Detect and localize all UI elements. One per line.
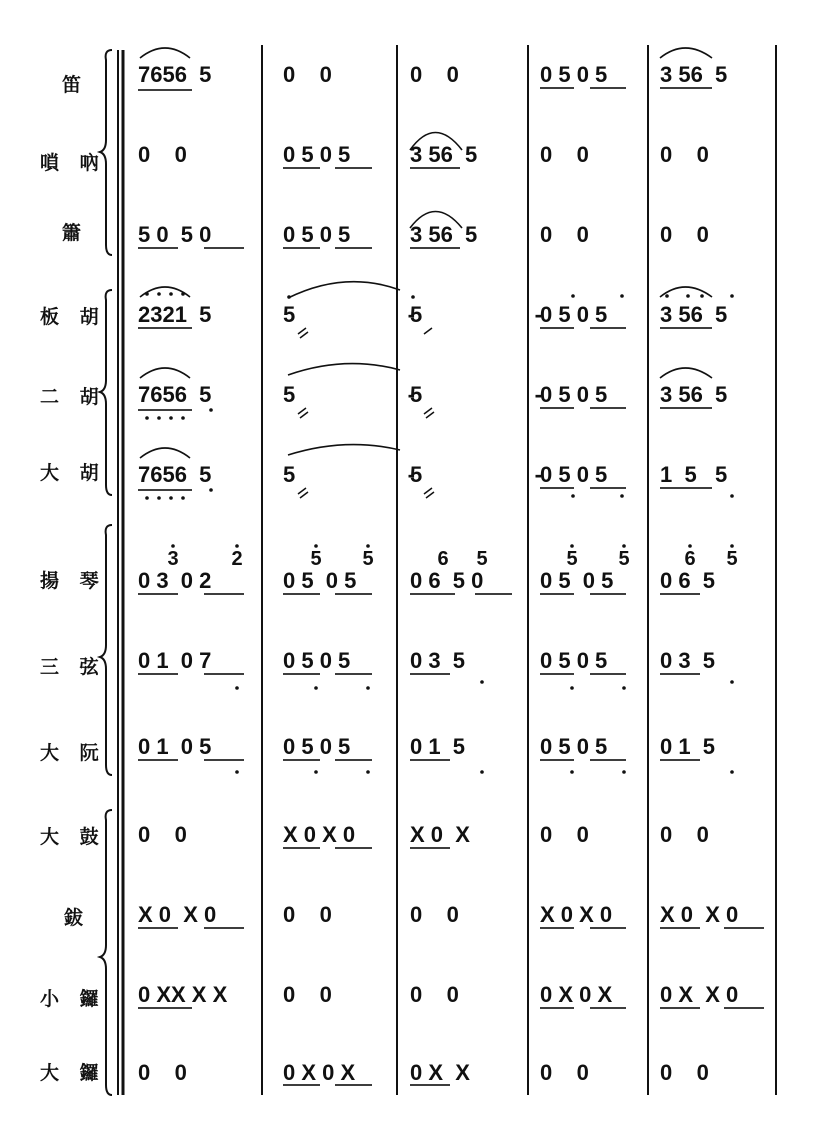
note-cell: 5 - bbox=[283, 382, 416, 407]
note-cell: 0 0 bbox=[283, 902, 332, 927]
note-cell: 3 56 5 bbox=[660, 302, 728, 327]
note-cell: 0 6 5 bbox=[660, 568, 716, 593]
instrument-label-daruan: 大 阮 bbox=[40, 742, 99, 764]
note-cell: 0 0 bbox=[660, 1060, 709, 1085]
note-cell: 5 - bbox=[283, 302, 416, 327]
note-cell: 5 0 5 0 bbox=[138, 222, 212, 247]
note-cell: X 0 X 0 bbox=[660, 902, 739, 927]
instrument-label-sanxian: 三 弦 bbox=[40, 656, 99, 678]
note-cell: 7656 5 bbox=[138, 382, 212, 407]
note-cell: 2321 5 bbox=[138, 302, 212, 327]
note-cell: 0 0 bbox=[660, 222, 709, 247]
chord-upper-note: 2 bbox=[231, 548, 243, 570]
chord-upper-note: 3 bbox=[167, 548, 179, 570]
instrument-label-yangqin: 揚 琴 bbox=[40, 570, 99, 592]
note-cell: 3 56 5 bbox=[410, 222, 478, 247]
note-cell: 0 5 0 5 bbox=[540, 302, 608, 327]
note-cell: 0 0 bbox=[660, 822, 709, 847]
note-cell: 0 X X 0 bbox=[660, 982, 739, 1007]
chord-upper-note: 5 bbox=[310, 548, 322, 570]
note-cell: 1 5 5 bbox=[660, 462, 728, 487]
note-cell: 0 5 0 5 bbox=[540, 648, 608, 673]
note-cell: 0 X 0 X bbox=[540, 982, 613, 1007]
note-cell: 0 0 bbox=[540, 222, 589, 247]
chord-upper-note: 5 bbox=[618, 548, 630, 570]
note-cell: 0 5 0 5 bbox=[540, 62, 608, 87]
note-cell: 0 X 0 X bbox=[283, 1060, 356, 1085]
note-cell: 0 5 0 5 bbox=[283, 568, 357, 593]
note-cell: 0 5 0 5 bbox=[540, 382, 608, 407]
note-cell: 5 - bbox=[410, 382, 543, 407]
note-cell: 0 0 bbox=[138, 822, 187, 847]
note-cell: 0 0 bbox=[138, 1060, 187, 1085]
note-cell: 0 1 0 7 bbox=[138, 648, 212, 673]
note-cell: 0 0 bbox=[138, 142, 187, 167]
note-cell: 0 6 5 0 bbox=[410, 568, 484, 593]
note-cell: 0 0 bbox=[283, 982, 332, 1007]
note-cell: 5 - bbox=[410, 462, 543, 487]
chord-upper-note: 5 bbox=[476, 548, 488, 570]
chord-upper-note: 6 bbox=[437, 548, 449, 570]
chord-upper-note: 5 bbox=[726, 548, 738, 570]
note-cell: 7656 5 bbox=[138, 62, 212, 87]
instrument-label-xiao: 簫 bbox=[62, 222, 82, 244]
note-cell: 0 0 bbox=[660, 142, 709, 167]
note-cell: 0 0 bbox=[410, 982, 459, 1007]
instrument-label-dizi: 笛 bbox=[62, 74, 82, 96]
note-cell: 0 5 0 5 bbox=[540, 734, 608, 759]
note-cell: 0 5 0 5 bbox=[540, 568, 614, 593]
note-cell: 0 5 0 5 bbox=[283, 222, 351, 247]
note-cell: 0 3 0 2 bbox=[138, 568, 212, 593]
note-cell: 0 0 bbox=[283, 62, 332, 87]
note-cell: 0 0 bbox=[410, 902, 459, 927]
instrument-label-suona: 嗩 吶 bbox=[40, 152, 99, 174]
note-cell: X 0 X 0 bbox=[540, 902, 613, 927]
note-cell: 3 56 5 bbox=[410, 142, 478, 167]
note-cell: 7656 5 bbox=[138, 462, 212, 487]
note-cell: X 0 X 0 bbox=[283, 822, 356, 847]
instrument-label-banhu: 板 胡 bbox=[40, 306, 99, 328]
note-cell: 5 - bbox=[410, 302, 543, 327]
note-cell: 0 3 5 bbox=[660, 648, 716, 673]
note-cell: 0 5 0 5 bbox=[283, 142, 351, 167]
note-cell: 0 0 bbox=[540, 822, 589, 847]
note-cell: 0 0 bbox=[410, 62, 459, 87]
chord-upper-note: 5 bbox=[362, 548, 374, 570]
note-cell: 0 XX X X bbox=[138, 982, 228, 1007]
note-cell: 0 5 0 5 bbox=[283, 648, 351, 673]
instrument-label-dahu: 大 胡 bbox=[40, 462, 99, 484]
note-cell: 0 0 bbox=[540, 142, 589, 167]
note-cell: X 0 X bbox=[410, 822, 470, 847]
note-cell: 0 5 0 5 bbox=[540, 462, 608, 487]
note-cell: 0 5 0 5 bbox=[283, 734, 351, 759]
note-cell: 5 - bbox=[283, 462, 416, 487]
instrument-label-erhu: 二 胡 bbox=[40, 386, 99, 408]
note-cell: 3 56 5 bbox=[660, 62, 728, 87]
note-cell: 0 1 0 5 bbox=[138, 734, 212, 759]
instrument-label-daluo: 大 鑼 bbox=[40, 1062, 99, 1084]
instrument-label-dagu: 大 鼓 bbox=[40, 826, 99, 848]
note-cell: 0 1 5 bbox=[660, 734, 716, 759]
note-cell: X 0 X 0 bbox=[138, 902, 217, 927]
instrument-label-xiaoluo: 小 鑼 bbox=[40, 988, 99, 1010]
note-cell: 0 3 5 bbox=[410, 648, 466, 673]
note-cell: 0 X X bbox=[410, 1060, 470, 1085]
note-cell: 0 1 5 bbox=[410, 734, 466, 759]
note-cell: 0 0 bbox=[540, 1060, 589, 1085]
chord-upper-note: 5 bbox=[566, 548, 578, 570]
instrument-label-bo: 鈸 bbox=[64, 907, 84, 929]
chord-upper-note: 6 bbox=[684, 548, 696, 570]
note-cell: 3 56 5 bbox=[660, 382, 728, 407]
